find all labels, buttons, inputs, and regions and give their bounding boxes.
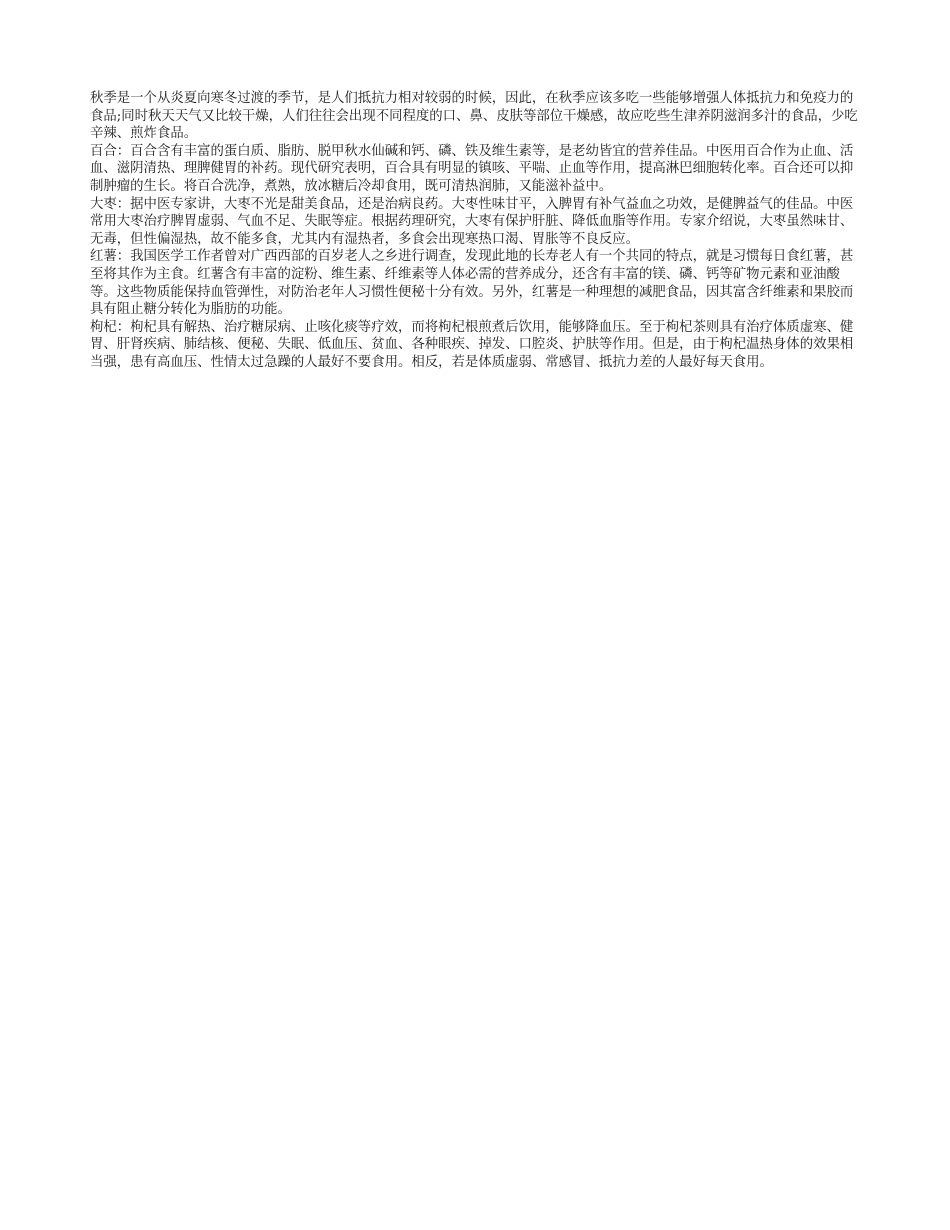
- jujube-paragraph: 大枣：据中医专家讲，大枣不光是甜美食品，还是治病良药。大枣性味甘平，入脾胃有补气益血之功效，是健脾益气的佳品。中医常用大枣治疗脾胃虚弱、气血不足、失眠等症。根据药理研究，大枣有保护肝脏、降低血脂等作用。专家介绍说，大枣虽然味甘、无毒，但性偏湿热，故不能多食，尤其内有湿热者，多食会出现寒热口渴、胃胀等不良反应。: [90, 196, 854, 247]
- sweet-potato-paragraph: 红薯：我国医学工作者曾对广西西部的百岁老人之乡进行调查，发现此地的长寿老人有一个共同的特点，就是习惯每日食红薯，甚至将其作为主食。红薯含有丰富的淀粉、维生素、纤维素等人体必需的营养成分，还含有丰富的镁、磷、钙等矿物元素和亚油酸等。这些物质能保持血管弹性，对防治老年人习惯性便秘十分有效。另外，红薯是一种理想的减肥食品，因其富含纤维素和果胶而具有阻止糖分转化为脂肪的功能。: [90, 249, 854, 318]
- lily-paragraph: 百合：百合含有丰富的蛋白质、脂肪、脱甲秋水仙碱和钙、磷、铁及维生素等，是老幼皆宜的营养佳品。中医用百合作为止血、活血、滋阴清热、理脾健胃的补药。现代研究表明，百合具有明显的镇咳、平喘、止血等作用，提高淋巴细胞转化率。百合还可以抑制肿瘤的生长。将百合洗净，煮熟，放冰糖后冷却食用，既可清热润肺，又能滋补益中。: [90, 143, 854, 194]
- intro-paragraph: 秋季是一个从炎夏向寒冬过渡的季节，是人们抵抗力相对较弱的时候，因此，在秋季应该多吃一些能够增强人体抵抗力和免疫力的食品;同时秋天天气又比较干燥，人们往往会出现不同程度的口、鼻、皮肤等部位干燥感，故应吃些生津养阴滋润多汁的食品，少吃辛辣、煎炸食品。: [90, 91, 858, 142]
- goji-paragraph: 枸杞：枸杞具有解热、治疗糖尿病、止咳化痰等疗效，而将枸杞根煎煮后饮用，能够降血压。至于枸杞茶则具有治疗体质虚寒、健胃、肝肾疾病、肺结核、便秘、失眠、低血压、贫血、各种眼疾、掉发、口腔炎、护肤等作用。但是，由于枸杞温热身体的效果相当强，患有高血压、性情太过急躁的人最好不要食用。相反，若是体质虚弱、常感冒、抵抗力差的人最好每天食用。: [90, 319, 854, 370]
- document-body: [90, 90, 860, 372]
